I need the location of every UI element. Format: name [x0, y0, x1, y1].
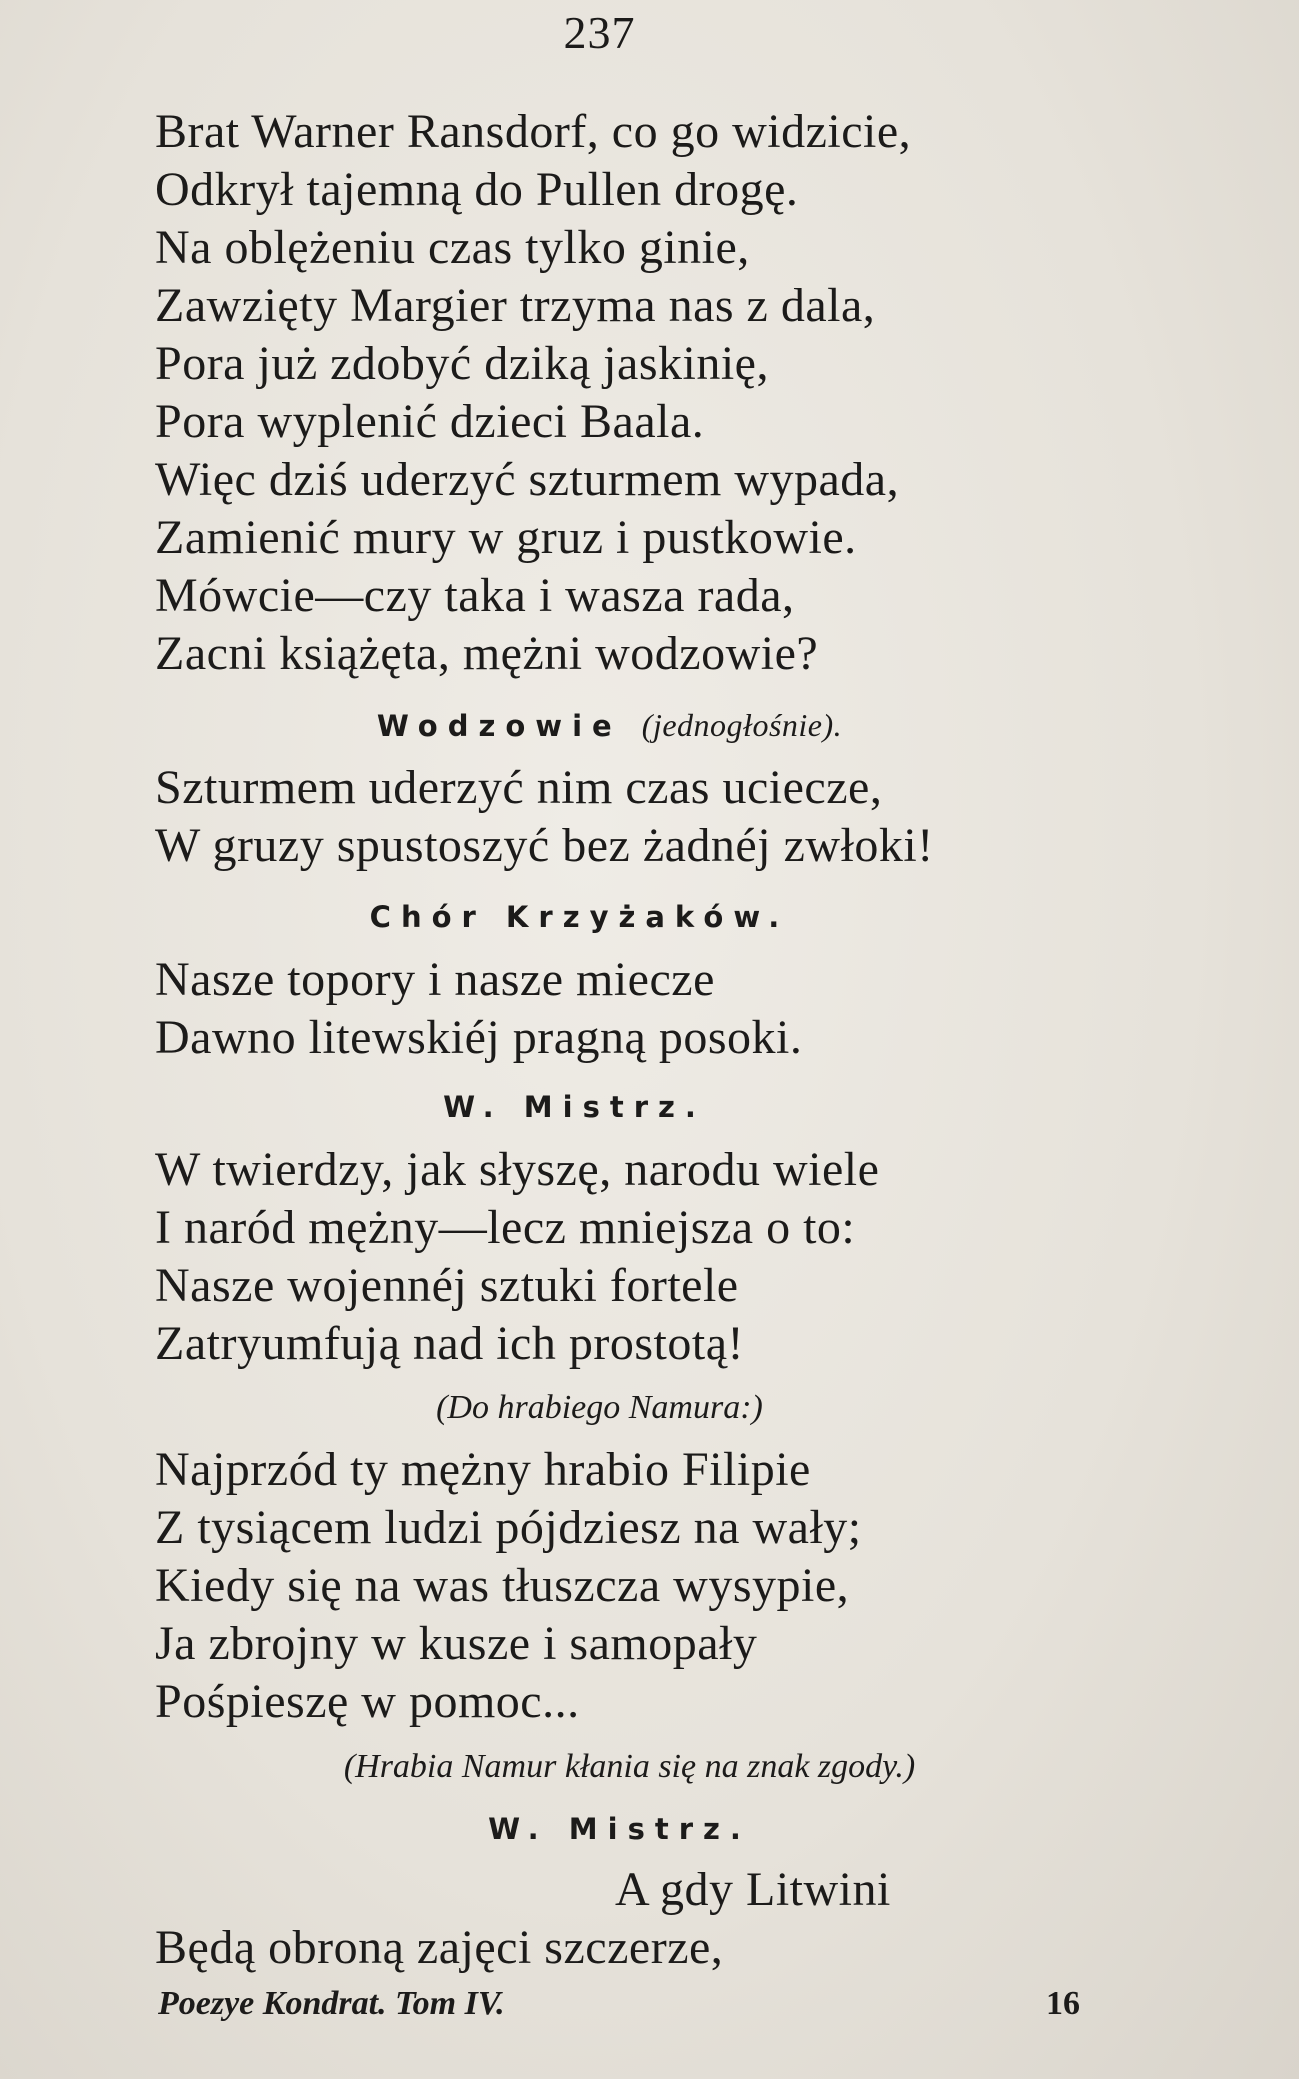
verse-line: Odkrył tajemną do Pullen drogę. [155, 163, 799, 216]
speaker-heading: W. Mistrz. [443, 1090, 706, 1124]
speaker-name: Wodzowie [376, 709, 622, 743]
verse-line: Ja zbrojny w kusze i samopały [155, 1617, 758, 1670]
verse-line: Z tysiącem ludzi pójdziesz na wały; [155, 1501, 862, 1554]
verse-line: Kiedy się na was tłuszcza wysypie, [155, 1559, 850, 1612]
verse-line: Nasze wojennéj sztuki fortele [155, 1259, 739, 1312]
verse-line: Najprzód ty mężny hrabio Filipie [155, 1443, 811, 1496]
speaker-heading: Chór Krzyżaków. [369, 900, 790, 934]
verse-line: Będą obroną zajęci szczerze, [155, 1921, 724, 1974]
verse-line: Zatryumfują nad ich prostotą! [155, 1317, 744, 1370]
verse-line: Zamienić mury w gruz i pustkowie. [155, 511, 857, 564]
verse-line: Szturmem uderzyć nim czas uciecze, [155, 761, 883, 814]
verse-line: Nasze topory i nasze miecze [155, 953, 715, 1006]
verse-line: W twierdzy, jak słyszę, narodu wiele [155, 1143, 880, 1196]
stage-direction: (Do hrabiego Namura:) [436, 1389, 763, 1426]
verse-line: Zawzięty Margier trzyma nas z dala, [155, 279, 876, 332]
verse-line: Więc dziś uderzyć szturmem wypada, [155, 453, 900, 506]
verse-line: A gdy Litwini [615, 1863, 891, 1916]
speaker-heading: W. Mistrz. [488, 1812, 751, 1846]
verse-line: Mówcie—czy taka i wasza rada, [155, 569, 795, 622]
verse-line: I naród mężny—lecz mniejsza o to: [155, 1201, 856, 1254]
verse-line: Brat Warner Ransdorf, co go widzicie, [155, 105, 912, 158]
verse-line: Pora wyplenić dzieci Baala. [155, 395, 705, 448]
verse-line: Pośpieszę w pomoc... [155, 1675, 580, 1728]
verse-line: Na oblężeniu czas tylko ginie, [155, 221, 750, 274]
verse-line: W gruzy spustoszyć bez żadnéj zwłoki! [155, 819, 934, 872]
page-number: 237 [563, 7, 636, 58]
footer-signature: Poezye Kondrat. Tom IV. [158, 1985, 505, 2022]
speaker-heading [0, 707, 1259, 744]
verse-line: Zacni książęta, mężni wodzowie? [155, 627, 819, 680]
verse-line: Dawno litewskiéj pragną posoki. [155, 1011, 803, 1064]
signature-mark: 16 [1046, 1985, 1080, 2022]
stage-direction: (jednogłośnie). [641, 707, 843, 743]
verse-line: Pora już zdobyć dziką jaskinię, [155, 337, 769, 390]
stage-direction: (Hrabia Namur kłania się na znak zgody.) [343, 1748, 916, 1785]
